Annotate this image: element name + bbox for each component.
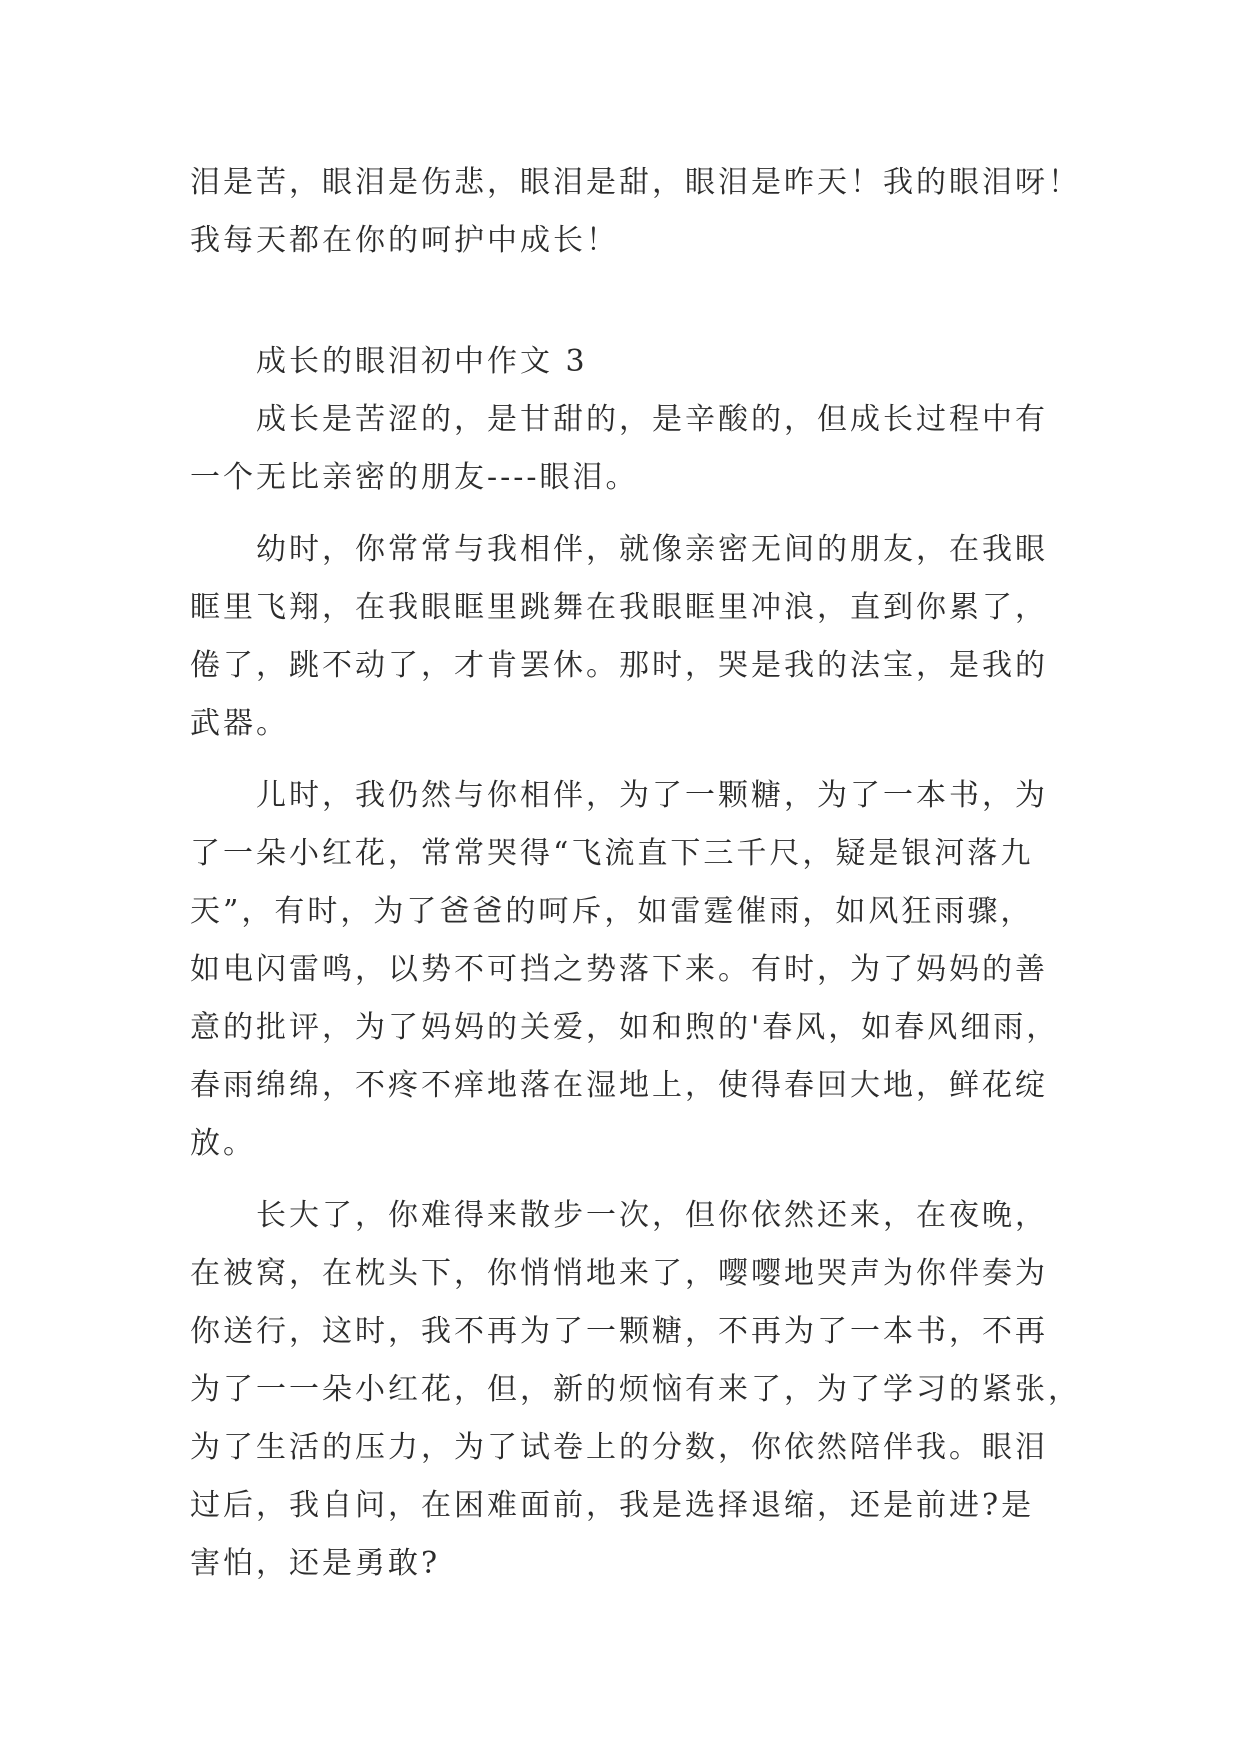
text-line: 我每天都在你的呵护中成长！	[190, 223, 619, 258]
text-line: 害怕，还是勇敢?	[190, 1546, 441, 1581]
text-line: 成长是苦涩的，是甘甜的，是辛酸的，但成长过程中有	[256, 402, 1048, 437]
text-line: 眶里飞翔，在我眼眶里跳舞在我眼眶里冲浪，直到你累了，	[190, 590, 1048, 625]
text-line: 幼时，你常常与我相伴，就像亲密无间的朋友，在我眼	[256, 532, 1048, 567]
text-line: 意的批评，为了妈妈的关爱，如和煦的'春风，如春风细雨，	[190, 1010, 1060, 1045]
text-line: 天”，有时，为了爸爸的呵斥，如雷霆催雨，如风狂雨骤，	[190, 894, 1034, 929]
text-line: 了一朵小红花，常常哭得“飞流直下三千尺，疑是银河落九	[190, 836, 1034, 871]
essay-title: 成长的眼泪初中作文 3	[256, 344, 588, 379]
paragraph	[190, 391, 1060, 507]
text-line: 倦了，跳不动了，才肯罢休。那时，哭是我的法宝，是我的	[190, 648, 1048, 683]
paragraph	[190, 1187, 1081, 1593]
text-line: 你送行，这时，我不再为了一颗糖，不再为了一本书，不再	[190, 1314, 1048, 1349]
text-line: 为了一一朵小红花，但，新的烦恼有来了，为了学习的紧张，	[190, 1372, 1081, 1407]
text-line: 放。	[190, 1126, 256, 1161]
paragraph	[190, 521, 1060, 753]
text-line: 过后，我自问，在困难面前，我是选择退缩，还是前进?是	[190, 1488, 1035, 1523]
text-line: 长大了，你难得来散步一次，但你依然还来，在夜晚，	[256, 1198, 1048, 1233]
text-line: 泪是苦，眼泪是伤悲，眼泪是甜，眼泪是昨天！我的眼泪呀！	[190, 165, 1081, 200]
paragraph	[190, 767, 1060, 1173]
text-line: 春雨绵绵，不疼不痒地落在湿地上，使得春回大地，鲜花绽	[190, 1068, 1048, 1103]
text-line: 如电闪雷鸣，以势不可挡之势落下来。有时，为了妈妈的善	[190, 952, 1048, 987]
essay-section	[190, 333, 1081, 1593]
text-line: 为了生活的压力，为了试卷上的分数，你依然陪伴我。眼泪	[190, 1430, 1048, 1465]
text-line: 一个无比亲密的朋友----眼泪。	[190, 460, 639, 495]
continuation-paragraph	[190, 154, 1081, 270]
text-line: 儿时，我仍然与你相伴，为了一颗糖，为了一本书，为	[256, 778, 1048, 813]
text-line: 武器。	[190, 706, 289, 741]
text-line: 在被窝，在枕头下，你悄悄地来了，嘤嘤地哭声为你伴奏为	[190, 1256, 1048, 1291]
